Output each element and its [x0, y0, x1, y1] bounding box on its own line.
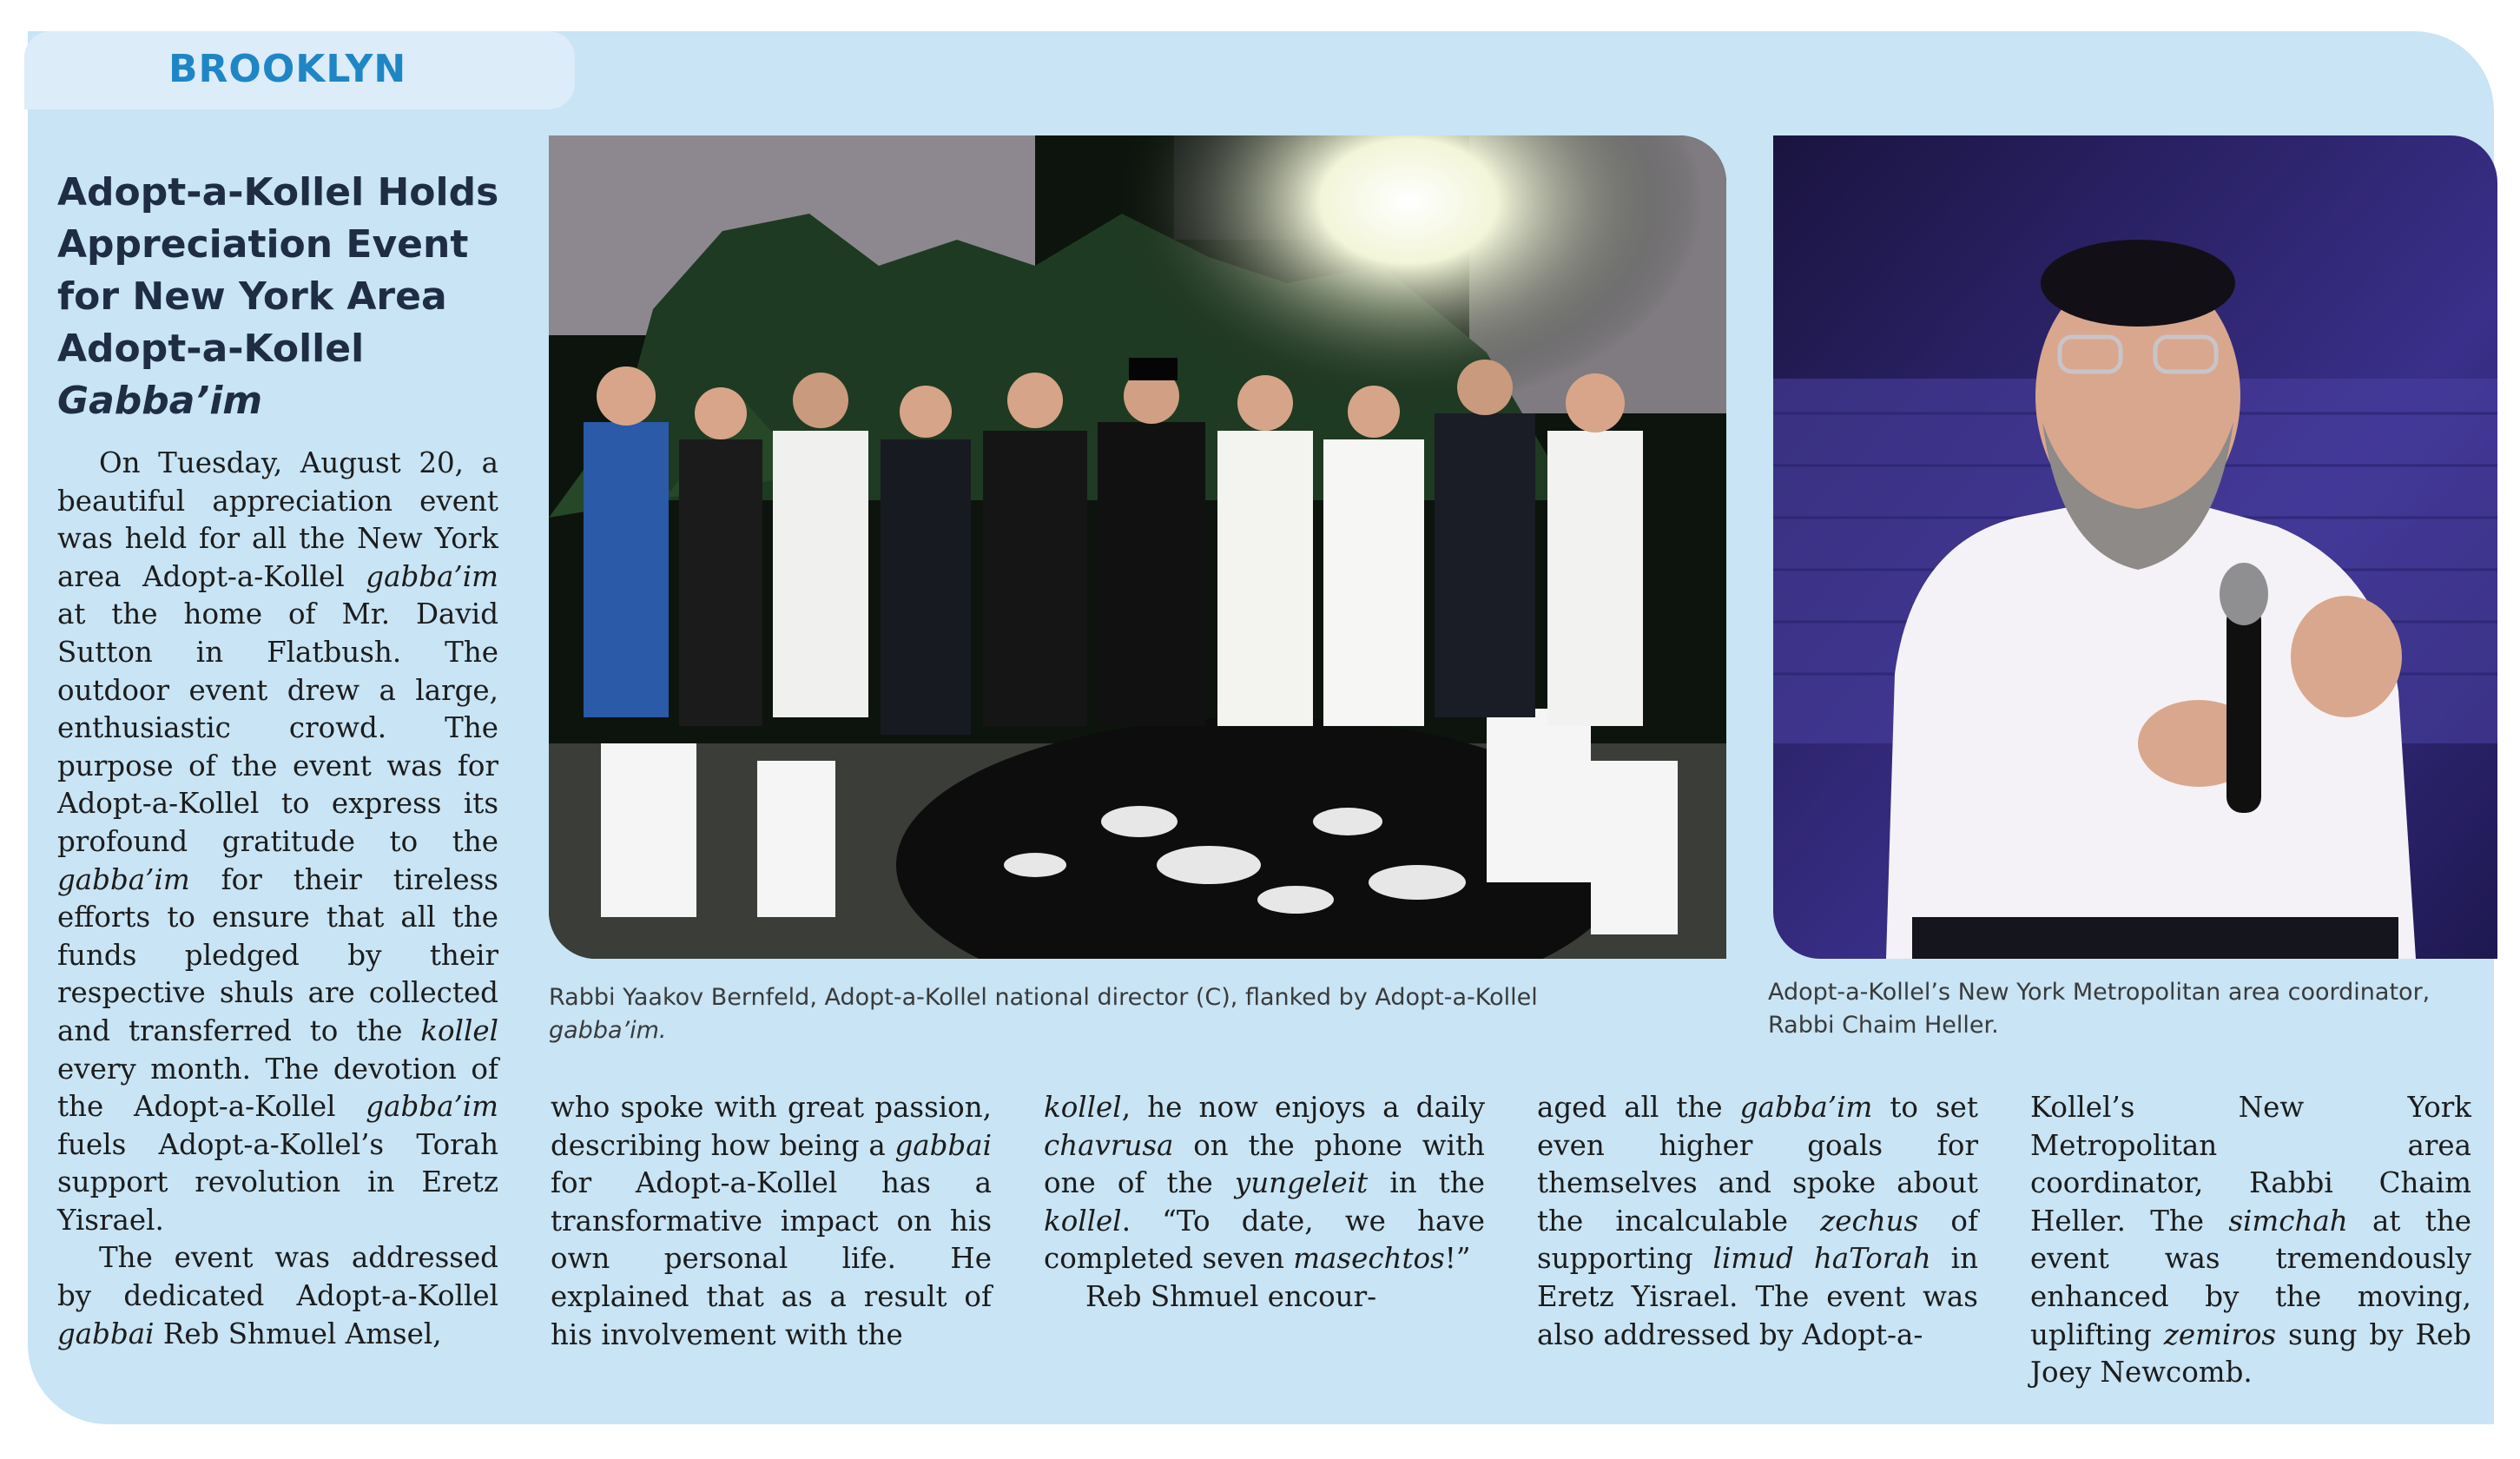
section-tab	[24, 31, 575, 109]
headline-italic: Gabba’im	[57, 379, 263, 423]
paragraph: aged all the gabba’im to set even higher goals for themselves and spoke about the incalculable zechus of supporting limud haTorah in Eretz Yisrael. The event was also addressed by Adopt-a-	[1537, 1091, 1978, 1351]
group-photo-caption: Rabbi Yaakov Bernfeld, Adopt-a-Kollel national director (C), flanked by Adopt-a-Kollel gabba’im.	[549, 984, 1538, 1044]
body-column-4	[1537, 1089, 1978, 1354]
speaker-photo	[1773, 135, 2497, 959]
paragraph: The event was addressed by dedicated Adopt-a-Kollel gabbai Reb Shmuel Amsel,	[57, 1241, 498, 1350]
body-column-5	[2030, 1089, 2471, 1392]
body-column-3	[1044, 1089, 1485, 1317]
paragraph: kollel, he now enjoys a daily chavrusa on the phone with one of the yungeleit in the kollel. “To date, we have completed seven masechtos!”	[1044, 1091, 1485, 1276]
paragraph: who spoke with great passion, describing how being a gabbai for Adopt-a-Kollel has a transformative impact on his own personal life. He explained that as a result of his involvement with the	[551, 1091, 992, 1351]
paragraph: On Tuesday, August 20, a beautiful appreciation event was held for all the New York area Adopt-a-Kollel gabba’im at the home of Mr. David Sutton in Flatbush. The outdoor event drew a large, enthusiastic crowd. The purpose of the event was for Adopt-a-Kollel to express its profound gratitude to the gabba’im for their tireless efforts to ensure that all the funds pledged by their respective shuls are collected and transferred to the kollel every month. The devotion of the Adopt-a-Kollel gabba’im fuels Adopt-a-Kollel’s Torah support revolution in Eretz Yisrael.	[57, 446, 498, 1237]
body-column-2	[551, 1089, 992, 1354]
headline-main: Adopt-a-Kollel Holds Appreciation Event for New York Area Adopt-a-Kollel	[57, 170, 499, 371]
speaker-photo-caption: Adopt-a-Kollel’s New York Metropolitan area coordinator, Rabbi Chaim Heller.	[1768, 979, 2431, 1039]
group-photo	[549, 135, 1726, 959]
paragraph: Reb Shmuel encour-	[1085, 1279, 1377, 1313]
body-column-1	[57, 445, 498, 1353]
headline	[57, 167, 509, 427]
section-label: BROOKLYN	[168, 47, 407, 91]
paragraph: Kollel’s New York Metropolitan area coordinator, Rabbi Chaim Heller. The simchah at the event was tremendously enhanced by the moving, uplifting zemiros sung by Reb Joey Newcomb.	[2030, 1091, 2471, 1390]
